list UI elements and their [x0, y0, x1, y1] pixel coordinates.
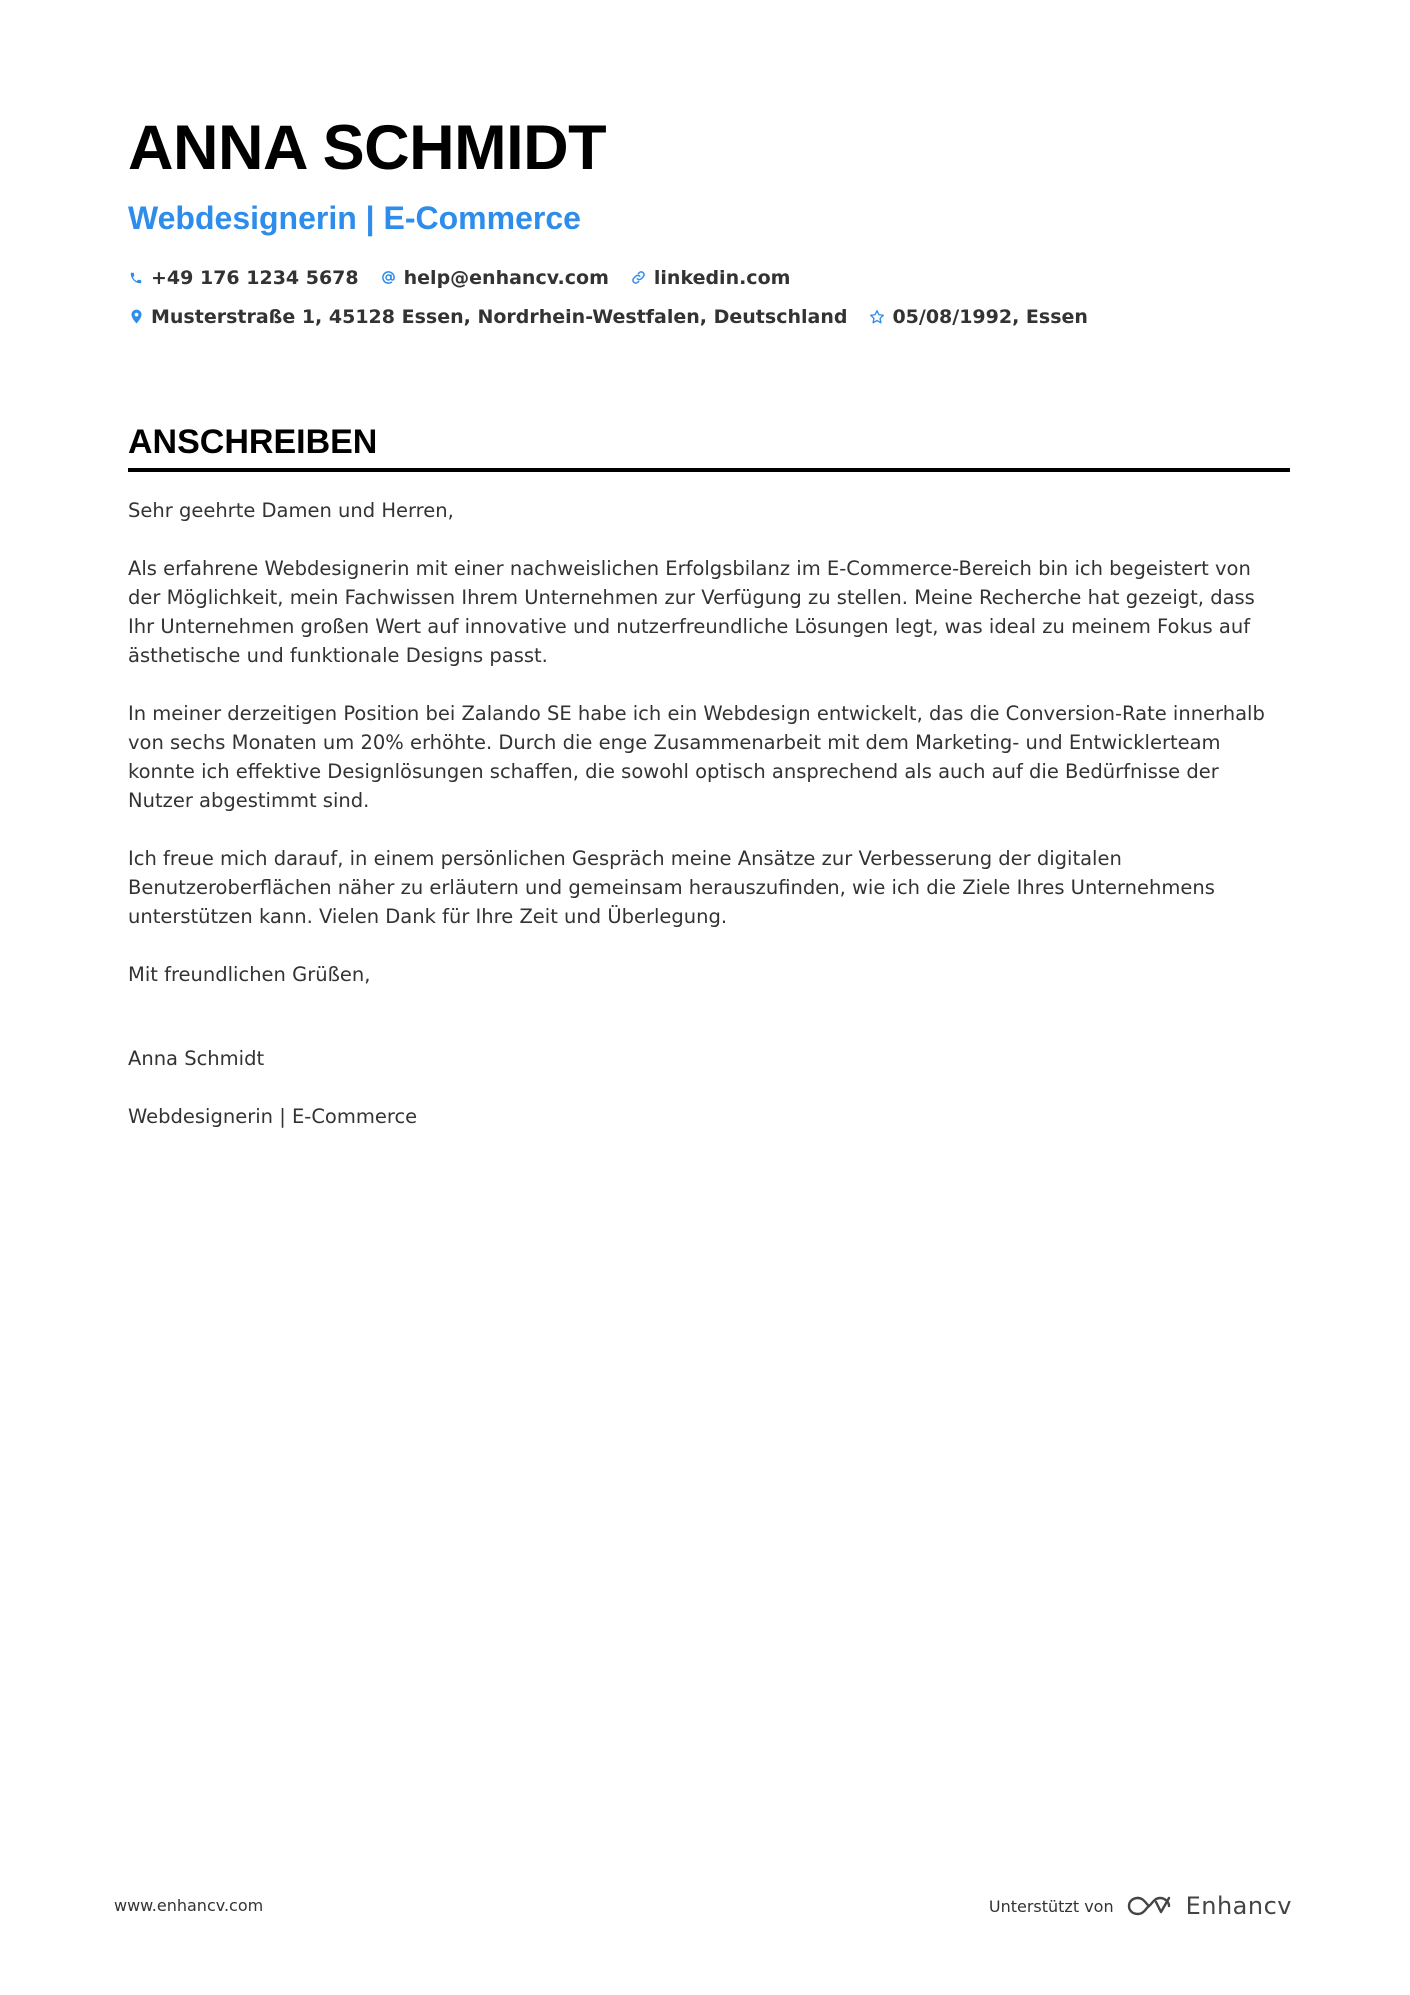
letter-content — [128, 110, 1290, 1160]
birth-text: 05/08/1992, Essen — [892, 305, 1088, 328]
contact-phone — [128, 267, 359, 289]
cover-letter-section — [128, 422, 1290, 1131]
contact-email — [381, 267, 609, 289]
linkedin-text: linkedin.com — [653, 266, 791, 289]
contact-address — [128, 306, 847, 328]
phone-text: +49 176 1234 5678 — [151, 266, 359, 289]
at-icon — [381, 270, 397, 286]
phone-icon — [128, 270, 144, 286]
email-text: help@enhancv.com — [403, 266, 609, 289]
signature-title: Webdesignerin | E-Commerce — [128, 1105, 418, 1128]
salutation: Sehr geehrte Damen und Herren, — [128, 499, 454, 522]
contact-linkedin — [631, 267, 791, 289]
link-icon — [631, 270, 647, 286]
location-pin-icon — [128, 309, 144, 325]
star-icon — [869, 309, 885, 325]
contact-info — [128, 258, 1290, 336]
section-title: ANSCHREIBEN — [128, 423, 378, 461]
paragraph-2: In meiner derzeitigen Position bei Zalando SE habe ich ein Webdesign entwickelt, das die Conversion-Rate innerhalb von sechs Monaten um 20% erhöhte. Durch die enge Zusammenarbeit mit dem Marketing- und Entwicklerteam konnte ich effektive Designlösungen schaffen, die sowohl optisch ansprechend als auch auf die Bedürfnisse der Nutzer abgestimmt sind. — [128, 702, 1265, 812]
signature-name: Anna Schmidt — [128, 1047, 265, 1070]
footer-website[interactable]: www.enhancv.com — [114, 1896, 264, 1915]
paragraph-3: Ich freue mich darauf, in einem persönlichen Gespräch meine Ansätze zur Verbesserung der digitalen Benutzeroberflächen näher zu erläutern und gemeinsam herauszufinden, wie ich die Ziele Ihres Unternehmens unterstützen kann. Vielen Dank für Ihre Zeit und Überlegung. — [128, 847, 1215, 928]
candidate-name: ANNA SCHMIDT — [128, 113, 607, 183]
contact-row-2 — [128, 297, 1290, 336]
section-divider — [128, 468, 1290, 472]
closing: Mit freundlichen Grüßen, — [128, 963, 371, 986]
footer-branding — [989, 1892, 1292, 1920]
address-text: Musterstraße 1, 45128 Essen, Nordrhein-Westfalen, Deutschland — [151, 305, 848, 328]
paragraph-1: Als erfahrene Webdesignerin mit einer nachweislichen Erfolgsbilanz im E-Commerce-Bereich bin ich begeistert von der Möglichkeit, mein Fachwissen Ihrem Unternehmen zur Verfügung zu stellen. Meine Recherche hat gezeigt, dass Ihr Unternehmen großen Wert auf innovative und nutzerfreundliche Lösungen legt, was ideal zu meinem Fokus auf ästhetische und funktionale Designs passt. — [128, 557, 1255, 667]
candidate-title: Webdesignerin | E-Commerce — [128, 200, 581, 236]
brand-name: Enhancv — [1185, 1892, 1292, 1920]
letter-body — [128, 496, 1278, 1131]
powered-by-text: Unterstützt von — [988, 1896, 1114, 1916]
contact-birth — [869, 306, 1087, 328]
enhancv-logo-icon — [1126, 1894, 1172, 1918]
contact-row-1 — [128, 258, 1290, 297]
